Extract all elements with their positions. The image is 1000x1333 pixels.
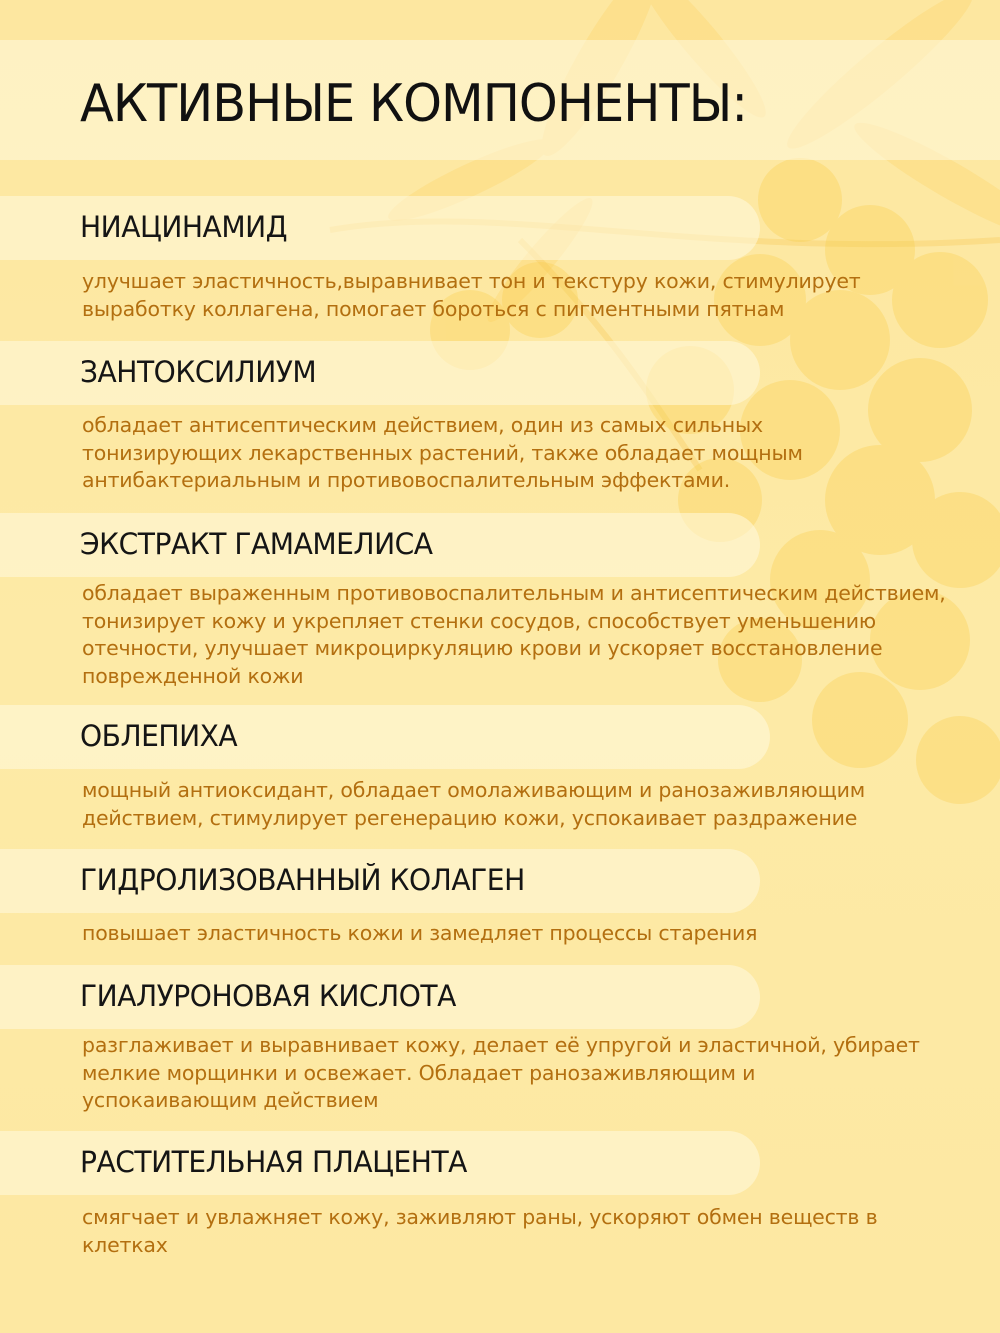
component-name: ОБЛЕПИХА (80, 719, 238, 753)
component-name: ЗАНТОКСИЛИУМ (80, 355, 317, 389)
component-name: ГИДРОЛИЗОВАННЫЙ КОЛАГЕН (80, 863, 525, 897)
page-title: АКТИВНЫЕ КОМПОНЕНТЫ: (80, 74, 748, 134)
component-description: разглаживает и выравнивает кожу, делает её упругой и эластичной, убирает мелкие морщинки и освежает. Обладает ранозаживляющим и успокаивающим действием (82, 1033, 920, 1112)
component-description: мощный антиоксидант, обладает омолаживающим и ранозаживляющим действием, стимулирует регенерацию кожи, успокаивает раздражение (82, 778, 866, 830)
component-name: ЭКСТРАКТ ГАМАМЕЛИСА (80, 527, 433, 561)
component-description: повышает эластичность кожи и замедляет процессы старения (82, 921, 758, 945)
component-description: обладает антисептическим действием, один из самых сильных тонизирующих лекарственных растений, также обладает мощным антибактериальным и противовоспалительным эффектами. (82, 413, 803, 492)
component-description: смягчает и увлажняет кожу, заживляют раны, ускоряют обмен веществ в клетках (82, 1205, 878, 1257)
component-description: обладает выраженным противовоспалительным и антисептическим действием, тонизирует кожу и укрепляет стенки сосудов, способствует уменьшению отечности, улучшает микроциркуляцию крови и ускоряет восстановление поврежденной кожи (82, 581, 946, 688)
component-name: ГИАЛУРОНОВАЯ КИСЛОТА (80, 979, 456, 1013)
component-name: НИАЦИНАМИД (80, 210, 288, 244)
component-description: улучшает эластичность,выравнивает тон и текстуру кожи, стимулирует выработку коллагена, помогает бороться с пигментными пятнам (82, 269, 861, 321)
component-name: РАСТИТЕЛЬНАЯ ПЛАЦЕНТА (80, 1145, 467, 1179)
